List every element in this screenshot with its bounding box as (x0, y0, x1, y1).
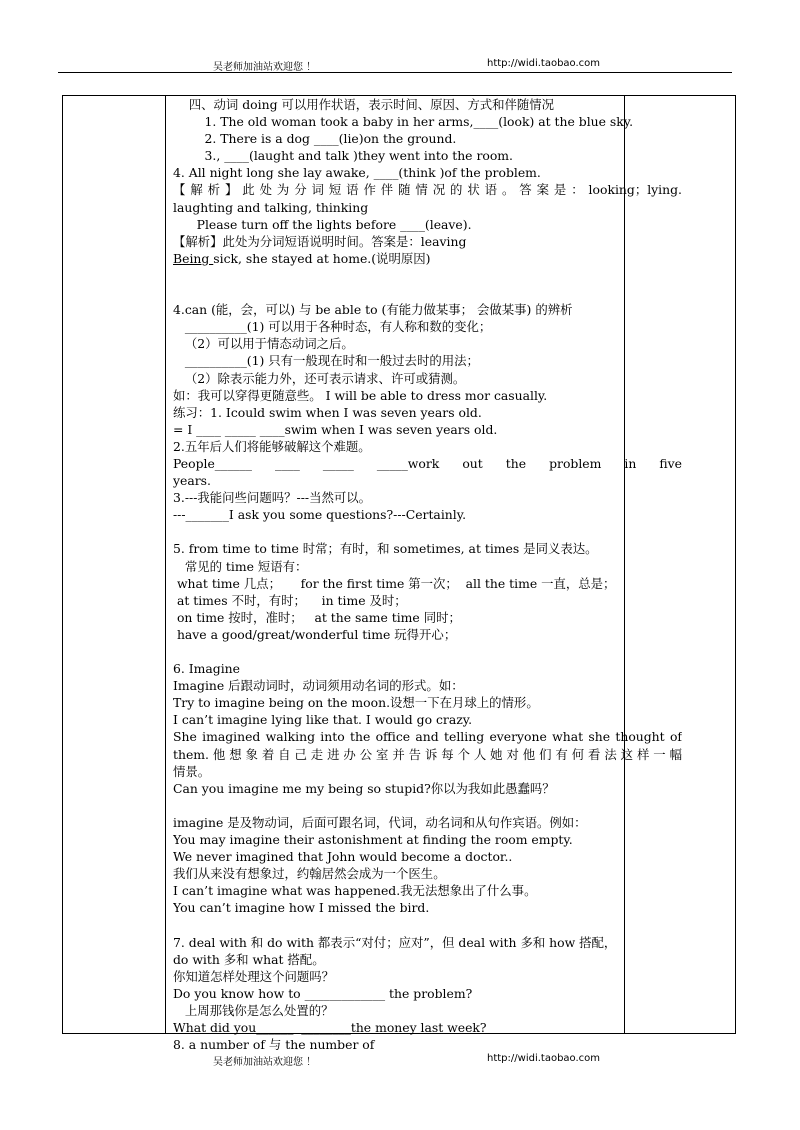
text-line: ---_______I ask you some questions?---Certainly. (173, 507, 467, 523)
text-line: 1. The old woman took a baby in her arms,____(look) at the blue sky. (173, 114, 634, 130)
text-line: 练习：1. Icould swim when I was seven years old. (173, 404, 482, 420)
text-line: 2.五年后人们将能够破解这个难题。 (173, 438, 371, 454)
text-line: 情景。 (173, 763, 211, 779)
content-table (62, 95, 736, 1053)
text-line: 4.can (能，会，可以) 与 be able to (有能力做某事； 会做某事) 的辨析 (173, 302, 573, 318)
text-line: She imagined walking into the office and telling everyone what she thought of (173, 729, 682, 745)
text-line: 8. a number of 与 the number of (173, 1037, 375, 1053)
text-line: 4. All night long she lay awake, ____(think )of the problem. (173, 165, 541, 181)
text-line: 你知道怎样处理这个问题吗？ (173, 968, 335, 984)
text-line: at times 不时，有时； in time 及时； (173, 592, 407, 608)
text-line: （2）可以用于情态动词之后。 (173, 336, 354, 352)
text-line: on time 按时，准时； at the same time 同时； (173, 609, 461, 625)
text-line: People______ ____ _____ _____work out the problem in five (173, 455, 682, 471)
text-line: 四、动词 doing 可以用作状语，表示时间、原因、方式和伴随情况 (173, 97, 555, 112)
text-line: I can’t imagine lying like that. I would go crazy. (173, 712, 473, 728)
text-line: 【解析】此处为分词短语作伴随情况的状语。答案是：looking；lying. (173, 182, 682, 198)
text-line: 5. from time to time 时常；有时，和 sometimes, at times 是同义表达。 (173, 541, 598, 557)
text-line (173, 917, 682, 934)
text-line: I can’t imagine what was happened.我无法想象出了什么事。 (173, 883, 537, 899)
text-line (173, 284, 682, 301)
text-line: Please turn off the lights before ____(leave). (173, 216, 472, 232)
line-rest: sick, she stayed at home.(说明原因) (213, 250, 431, 266)
text-line: do with 多和 what 搭配。 (173, 951, 325, 967)
text-line: __________(1) 只有一般现在时和一般过去时的用法； (173, 353, 479, 369)
header-left-text: 吴老师加油站欢迎您 ！ (213, 62, 317, 73)
footer-left-text: 吴老师加油站欢迎您 ！ (213, 1057, 317, 1068)
text-line: Do you know how to _____________ the problem? (173, 985, 473, 1001)
footer-url: http://widi.taobao.com (487, 1053, 601, 1064)
text-line: You may imagine their astonishment at finding the room empty. (173, 832, 573, 848)
header-url: http://widi.taobao.com (487, 58, 601, 69)
text-line: imagine 是及物动词，后面可跟名词，代词，动名词和从句作宾语。例如： (173, 814, 587, 830)
text-line: 【解析】此处为分词短语说明时间。答案是：leaving (173, 233, 467, 249)
text-line: Imagine 后跟动词时，动词须用动名词的形式。如： (173, 678, 464, 694)
lesson-content (173, 96, 682, 1053)
text-line: Can you imagine me my being so stupid?你以为我如此愚蠢吗？ (173, 780, 555, 796)
text-line: __________(1) 可以用于各种时态，有人称和数的变化； (173, 319, 492, 335)
text-line: 6. Imagine (173, 661, 240, 677)
text-line: 3.---我能问些问题吗？---当然可以。 (173, 490, 372, 506)
text-line: 2. There is a dog ____(lie)on the ground. (173, 131, 457, 147)
text-line: Try to imagine being on the moon.设想一下在月球上的情形。 (173, 695, 539, 711)
text-line: What did you______ ________the money last week? (173, 1020, 487, 1036)
text-line (173, 250, 682, 267)
text-line: （2）除表示能力外，还可表示请求、许可或猜测。 (173, 370, 466, 386)
text-line: 7. deal with 和 do with 都表示“对付；应对”，但 deal with 多和 how 搭配， (173, 934, 617, 950)
text-line: 我们从来没有想象过，约翰居然会成为一个医生。 (173, 866, 446, 882)
text-line: 如：我可以穿得更随意些。 I will be able to dress mor casually. (173, 387, 548, 403)
text-line: 上周那钱你是怎么处置的？ (173, 1002, 334, 1018)
text-line (173, 797, 682, 814)
text-line (173, 643, 682, 660)
text-line: laughting and talking, thinking (173, 199, 369, 215)
text-line: = I ____ _____ ____swim when I was seven years old. (173, 421, 498, 437)
text-line (173, 267, 682, 284)
table-column-divider-left (165, 96, 166, 1033)
text-line: 常见的 time 短语有： (173, 558, 308, 574)
text-line (173, 523, 682, 540)
text-line: You can’t imagine how I missed the bird. (173, 900, 430, 916)
text-line: what time 几点； for the first time 第一次； all the time 一直，总是； (173, 575, 616, 591)
text-line: 3., ____(laught and talk )they went into the room. (173, 148, 513, 164)
text-line: them.他想象着自己走进办公室并告诉每个人她对他们有何看法这样一幅 (173, 746, 682, 762)
text-line: years. (173, 473, 211, 489)
underlined-word: Being (173, 250, 214, 266)
header-rule (58, 72, 732, 73)
text-line: We never imagined that John would become a doctor.. (173, 849, 513, 865)
text-line: have a good/great/wonderful time 玩得开心； (173, 626, 457, 642)
